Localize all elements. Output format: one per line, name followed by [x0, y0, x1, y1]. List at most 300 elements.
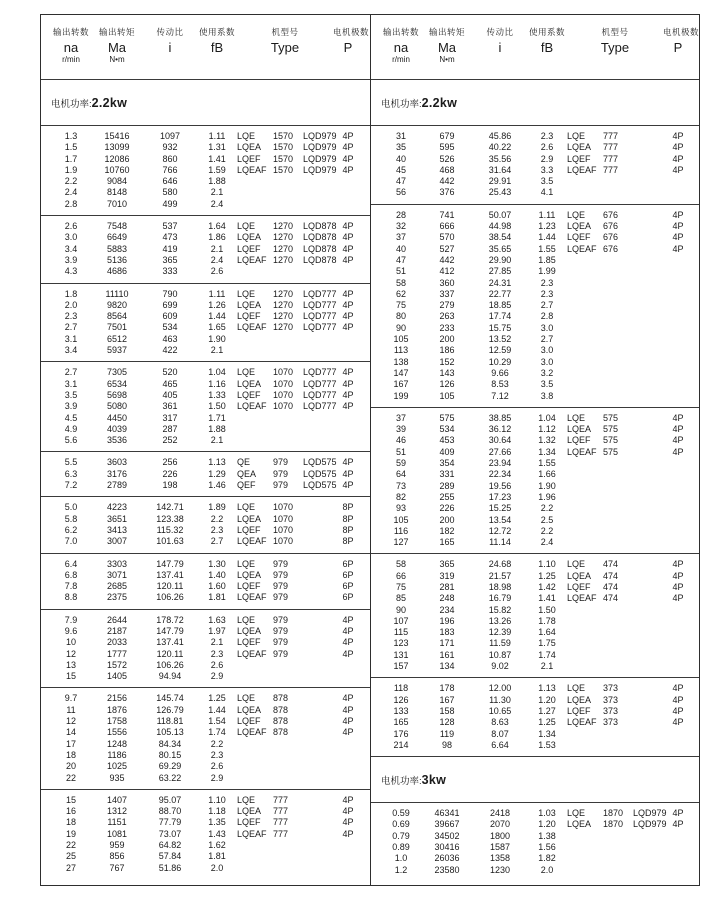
fb-cell: 1.44 [538, 232, 556, 243]
type-prefix: LQE [237, 502, 256, 513]
speed-cell: 13 [65, 659, 76, 670]
fb-cell: 1.81 [208, 592, 226, 603]
pole-cell: 6P [342, 592, 354, 603]
speed-cell: 107 [393, 615, 409, 626]
type-prefix [567, 289, 603, 300]
type-sub: LQD777 [303, 288, 337, 299]
type-size: 1070 [273, 401, 294, 412]
pole-cell: 4P [342, 322, 354, 333]
speed-cell: 0.89 [392, 842, 410, 853]
type-cell [237, 299, 337, 311]
spec-row [41, 829, 370, 840]
type-sub [633, 447, 663, 458]
pole-cell [333, 334, 363, 345]
speed-cell: 0.59 [392, 808, 410, 819]
pole-cell: 4P [672, 221, 684, 232]
spec-row [371, 278, 699, 289]
spec-row [41, 649, 370, 660]
type-sub [303, 187, 333, 198]
type-sub: LQD878 [303, 221, 337, 232]
ratio-cell: 95.07 [158, 794, 182, 805]
ratio-cell: 8.07 [491, 728, 509, 739]
speed-cell: 40 [395, 153, 406, 164]
ratio-cell: 123.38 [156, 513, 184, 524]
fb-cell: 1.32 [538, 435, 556, 446]
torque-cell: 167 [439, 694, 455, 705]
torque-cell: 4686 [106, 266, 128, 277]
spec-row [371, 165, 699, 176]
type-size: 979 [273, 614, 289, 625]
type-size [273, 199, 303, 210]
ratio-cell: 646 [162, 176, 178, 187]
speed-cell: 3.4 [64, 345, 78, 356]
type-size [603, 289, 633, 300]
spec-row [371, 311, 699, 322]
spec-row [371, 187, 699, 198]
type-sub: LQD979 [303, 142, 337, 153]
type-cell [237, 559, 333, 570]
ratio-cell: 1587 [489, 842, 511, 853]
type-cell [567, 221, 663, 232]
speed-cell: 3.9 [64, 254, 78, 265]
fb-cell: 1.97 [208, 625, 226, 636]
type-size: 1070 [273, 389, 294, 400]
type-sub [633, 323, 663, 334]
pole-cell: 4P [342, 254, 354, 265]
speed-cell: 46 [395, 435, 406, 446]
fb-cell: 2.0 [210, 862, 224, 873]
type-cell [237, 705, 333, 716]
torque-cell: 186 [439, 345, 455, 356]
type-size: 1870 [603, 819, 624, 830]
spec-row [41, 559, 370, 570]
fb-cell: 1.11 [538, 209, 556, 220]
type-cell [567, 537, 663, 548]
fb-cell: 3.2 [540, 367, 554, 378]
type-prefix [237, 176, 273, 187]
torque-cell: 7010 [106, 198, 128, 209]
type-cell [567, 391, 663, 402]
ratio-cell: 178.72 [156, 614, 184, 625]
type-cell [567, 424, 663, 435]
ratio-cell: 115.32 [156, 524, 184, 535]
fb-cell: 2.2 [210, 513, 224, 524]
fb-cell: 2.7 [210, 536, 224, 547]
column-header-row [371, 15, 699, 80]
speed-cell: 116 [393, 525, 409, 536]
torque-cell: 1777 [106, 648, 128, 659]
spec-row [41, 514, 370, 525]
type-sub [303, 345, 333, 356]
fb-cell: 1.90 [538, 480, 556, 491]
type-cell [567, 187, 663, 198]
type-size [603, 323, 633, 334]
torque-cell: 4039 [106, 423, 128, 434]
fb-cell: 3.8 [540, 390, 554, 401]
type-sub [303, 817, 333, 828]
ratio-cell: 137.41 [156, 637, 184, 648]
torque-cell: 178 [439, 683, 455, 694]
spec-row [371, 469, 699, 480]
fb-cell: 2.1 [210, 345, 224, 356]
torque-cell: 152 [439, 356, 455, 367]
speed-cell: 19 [65, 828, 76, 839]
type-prefix: LQEA [567, 142, 592, 153]
type-cell [567, 492, 663, 503]
type-cell [237, 716, 333, 727]
power-value: 3kw [421, 772, 447, 787]
type-sub [303, 705, 333, 716]
spec-row [41, 806, 370, 817]
type-size: 1570 [273, 142, 294, 153]
type-size [603, 357, 633, 368]
ratio-cell: 17.74 [488, 311, 512, 322]
column-header [567, 26, 663, 79]
ratio-cell: 38.85 [488, 412, 512, 423]
type-cell [567, 255, 663, 266]
spec-row [41, 401, 370, 412]
spec-row [371, 582, 699, 593]
type-cell [567, 469, 663, 480]
pole-cell: 4P [342, 480, 354, 491]
speed-cell: 2.7 [64, 322, 78, 333]
type-cell [237, 367, 337, 378]
type-size [273, 266, 303, 277]
ratio-cell: 8.53 [491, 379, 509, 390]
pole-cell [663, 289, 693, 300]
column-header [237, 26, 333, 79]
ratio-cell: 101.63 [156, 536, 184, 547]
ratio-cell: 94.94 [158, 671, 182, 682]
ratio-cell: 137.41 [156, 569, 184, 580]
type-sub [303, 592, 333, 603]
pole-cell: 6P [342, 581, 354, 592]
type-sub: LQD777 [303, 299, 337, 310]
type-prefix: LQEA [237, 142, 262, 153]
pole-cell: 4P [672, 446, 684, 457]
type-cell [237, 243, 337, 255]
type-prefix [237, 851, 273, 862]
spec-row [371, 740, 699, 751]
ratio-cell: 10.65 [488, 705, 512, 716]
ratio-cell: 25.43 [488, 187, 512, 198]
type-size: 777 [603, 164, 619, 175]
torque-cell: 365 [439, 559, 455, 570]
ratio-cell: 8.63 [491, 717, 509, 728]
ratio-cell: 19.56 [488, 480, 512, 491]
speed-cell: 47 [395, 176, 406, 187]
pole-cell [333, 840, 363, 851]
pole-cell [333, 187, 363, 198]
fb-cell: 3.5 [540, 379, 554, 390]
header-cn: 输出转矩 [428, 27, 465, 37]
type-size [603, 311, 633, 322]
torque-cell: 409 [439, 446, 455, 457]
fb-cell: 1.99 [538, 266, 556, 277]
spec-row [41, 525, 370, 536]
type-prefix [237, 660, 273, 671]
spec-row [41, 581, 370, 592]
speed-cell: 167 [393, 379, 409, 390]
type-prefix: LQE [567, 808, 586, 819]
type-size [603, 638, 633, 649]
fb-cell: 2.4 [210, 198, 224, 209]
speed-cell: 123 [393, 638, 409, 649]
fb-cell: 3.5 [540, 176, 554, 187]
torque-cell: 289 [439, 480, 455, 491]
speed-cell: 4.3 [64, 266, 78, 277]
type-prefix [237, 773, 273, 784]
spec-row [371, 289, 699, 300]
type-sub [303, 739, 333, 750]
type-prefix [567, 616, 603, 627]
data-block [41, 216, 370, 283]
ratio-cell: 860 [162, 153, 178, 164]
pole-cell [663, 526, 693, 537]
torque-cell: 134 [439, 661, 455, 672]
spec-row [41, 244, 370, 255]
type-cell [237, 142, 337, 153]
pole-cell: 6P [342, 569, 354, 580]
pole-cell [663, 865, 693, 876]
fb-cell: 1.55 [538, 243, 556, 254]
pole-cell [333, 739, 363, 750]
fb-cell: 1.18 [208, 806, 226, 817]
speed-cell: 4.9 [64, 423, 78, 434]
column-header [421, 26, 473, 79]
ratio-cell: 9.02 [491, 661, 509, 672]
spec-row [41, 750, 370, 761]
fb-cell: 1.46 [208, 480, 226, 491]
torque-cell: 376 [439, 187, 455, 198]
type-prefix: QEA [237, 468, 257, 479]
spec-row [371, 232, 699, 243]
speed-cell: 12 [65, 716, 76, 727]
type-prefix [567, 729, 603, 740]
torque-cell: 7501 [106, 322, 128, 333]
type-prefix: LQEAF [237, 164, 267, 175]
speed-cell: 51 [395, 446, 406, 457]
type-cell [567, 345, 663, 356]
ratio-cell: 463 [162, 333, 178, 344]
type-sub [633, 255, 663, 266]
type-sub [633, 515, 663, 526]
type-sub [303, 581, 333, 592]
type-sub [633, 458, 663, 469]
type-sub [303, 559, 333, 570]
type-cell [237, 829, 333, 840]
torque-cell: 741 [439, 209, 455, 220]
type-size: 1570 [273, 131, 294, 141]
type-prefix [237, 863, 273, 874]
torque-cell: 1405 [106, 671, 128, 682]
speed-cell: 1.5 [64, 142, 78, 153]
type-prefix [567, 661, 603, 672]
type-sub [303, 626, 333, 637]
fb-cell: 1.81 [208, 851, 226, 862]
type-prefix [567, 323, 603, 334]
fb-cell: 3.0 [540, 322, 554, 333]
type-cell [237, 187, 333, 198]
spec-row [41, 311, 370, 322]
ratio-cell: 537 [162, 221, 178, 232]
pole-cell [333, 199, 363, 210]
pole-cell [663, 176, 693, 187]
type-cell [567, 515, 663, 526]
type-cell [567, 323, 663, 334]
torque-cell: 3536 [106, 435, 128, 446]
ratio-cell: 333 [162, 266, 178, 277]
torque-cell: 3007 [106, 536, 128, 547]
type-cell [567, 650, 663, 661]
spec-row [371, 154, 699, 165]
torque-cell: 3176 [106, 468, 128, 479]
ratio-cell: 11.59 [489, 638, 511, 649]
pole-cell [663, 650, 693, 661]
pole-cell [663, 458, 693, 469]
data-block [41, 790, 370, 879]
fb-cell: 1.44 [208, 704, 226, 715]
type-sub [633, 481, 663, 492]
header-unit: N•m [439, 55, 455, 64]
type-size: 878 [273, 727, 289, 738]
fb-cell: 2.2 [540, 525, 554, 536]
speed-cell: 165 [393, 717, 409, 728]
torque-cell: 3071 [106, 569, 128, 580]
speed-cell: 25 [65, 851, 76, 862]
header-symbol: fB [210, 40, 224, 55]
pole-cell: 4P [342, 221, 354, 232]
type-prefix [567, 176, 603, 187]
type-sub [303, 773, 333, 784]
type-size: 979 [273, 637, 289, 648]
speed-cell: 3.1 [64, 333, 78, 344]
type-sub [633, 571, 663, 582]
type-cell [237, 266, 333, 277]
type-size: 777 [273, 828, 289, 839]
spec-row [41, 817, 370, 828]
torque-cell: 158 [439, 705, 455, 716]
spec-row [41, 255, 370, 266]
type-sub [303, 750, 333, 761]
torque-cell: 279 [439, 300, 455, 311]
type-cell [567, 379, 663, 390]
type-prefix: LQEA [237, 569, 262, 580]
type-prefix [237, 840, 273, 851]
torque-cell: 570 [439, 232, 455, 243]
data-block [371, 678, 699, 757]
type-prefix: LQE [567, 559, 586, 570]
spec-row [371, 526, 699, 537]
ratio-cell: 12.72 [488, 525, 512, 536]
spec-row [41, 187, 370, 198]
fb-cell: 2.6 [210, 659, 224, 670]
torque-cell: 1151 [107, 817, 127, 828]
pole-cell [663, 515, 693, 526]
type-sub [633, 413, 663, 424]
type-prefix [237, 671, 273, 682]
type-cell [567, 278, 663, 289]
torque-cell: 5698 [106, 389, 128, 400]
type-prefix: LQEA [567, 819, 592, 830]
fb-cell: 2.1 [540, 661, 554, 672]
speed-cell: 28 [395, 209, 406, 220]
type-size: 474 [603, 559, 619, 570]
pole-cell: 6P [342, 558, 354, 569]
fb-cell: 2.3 [210, 524, 224, 535]
pole-cell [663, 323, 693, 334]
type-sub: LQD979 [633, 819, 667, 830]
type-size: 373 [603, 717, 619, 728]
type-sub: LQD575 [303, 480, 337, 491]
spec-row [371, 853, 699, 864]
torque-cell: 1876 [106, 704, 128, 715]
type-prefix: LQEAF [237, 322, 267, 333]
spec-row [41, 840, 370, 851]
type-cell [567, 458, 663, 469]
ratio-cell: 105.13 [156, 727, 184, 738]
speed-cell: 62 [395, 288, 406, 299]
speed-cell: 1.7 [64, 153, 78, 164]
pole-cell: 4P [342, 288, 354, 299]
type-prefix [567, 627, 603, 638]
torque-cell: 2375 [106, 592, 128, 603]
type-sub [633, 853, 663, 864]
data-block [371, 554, 699, 678]
torque-cell: 9820 [106, 299, 128, 310]
type-size: 1270 [273, 288, 294, 299]
type-cell [237, 345, 333, 356]
type-size [603, 515, 633, 526]
fb-cell: 1.03 [538, 808, 556, 819]
torque-cell: 263 [439, 311, 455, 322]
type-prefix [567, 278, 603, 289]
type-sub: LQD979 [303, 153, 337, 164]
ratio-cell: 11.30 [489, 694, 511, 705]
pole-cell: 4P [342, 153, 354, 164]
fb-cell: 1.50 [208, 401, 226, 412]
type-size: 1270 [273, 243, 294, 254]
type-prefix [567, 831, 603, 842]
torque-cell: 2644 [106, 614, 128, 625]
ratio-cell: 27.66 [488, 446, 512, 457]
type-prefix [567, 537, 603, 548]
pole-cell: 4P [342, 716, 354, 727]
torque-cell: 161 [439, 649, 455, 660]
type-sub [633, 842, 663, 853]
ratio-cell: 13.52 [488, 334, 512, 345]
type-cell [567, 232, 663, 243]
fb-cell: 2.6 [540, 142, 554, 153]
torque-cell: 30416 [434, 842, 460, 853]
header-cn: 输出转数 [52, 27, 89, 37]
speed-cell: 131 [393, 649, 409, 660]
type-sub [633, 368, 663, 379]
type-size [603, 650, 633, 661]
data-block [41, 688, 370, 789]
header-symbol: i [168, 40, 172, 55]
type-size [273, 840, 303, 851]
pole-cell: 4P [342, 625, 354, 636]
type-sub [633, 165, 663, 176]
fb-cell: 2.9 [210, 772, 224, 783]
pole-cell: 4P [342, 311, 354, 322]
speed-cell: 5.6 [64, 435, 78, 446]
type-sub [303, 334, 333, 345]
spec-row [41, 727, 370, 738]
pole-cell: 4P [342, 367, 354, 378]
pole-cell [333, 345, 363, 356]
